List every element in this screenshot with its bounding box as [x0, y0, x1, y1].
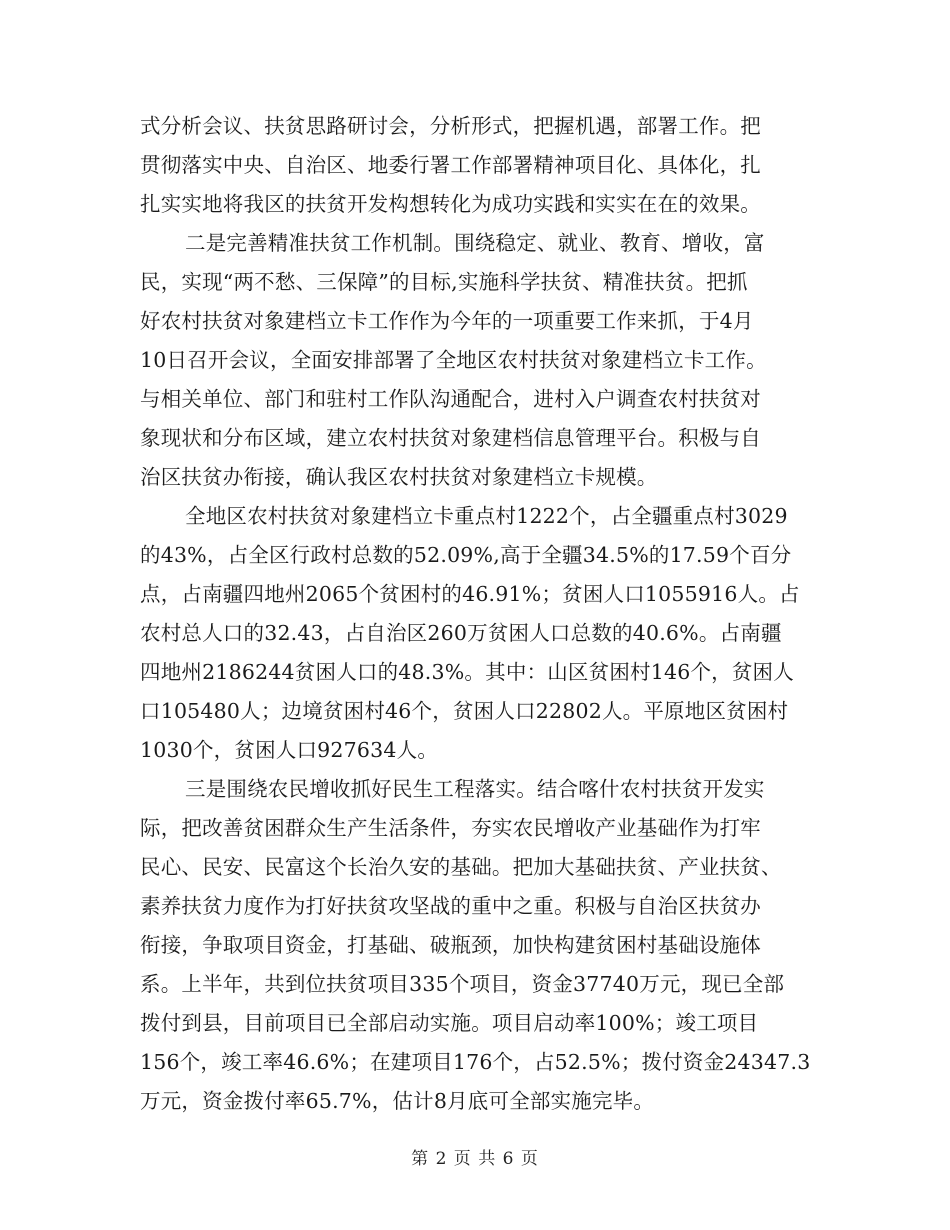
text-line: 点，占南疆四地州2065个贫困村的46.91%；贫困人口1055916人。占	[140, 582, 800, 606]
paragraph-start-line: 二是完善精准扶贫工作机制。围绕稳定、就业、教育、增收，富	[185, 231, 765, 255]
text-line: 际，把改善贫困群众生产生活条件，夯实农民增收产业基础作为打牢	[140, 816, 761, 840]
page-number-footer: 第 2 页 共 6 页	[411, 1149, 539, 1169]
text-line: 治区扶贫办衔接，确认我区农村扶贫对象建档立卡规模。	[140, 465, 658, 489]
text-line: 式分析会议、扶贫思路研讨会，分析形式，把握机遇，部署工作。把	[140, 114, 761, 138]
text-line: 系。上半年，共到位扶贫项目335个项目，资金37740万元，现已全部	[140, 972, 785, 996]
text-line: 农村总人口的32.43，占自治区260万贫困人口总数的40.6%。占南疆	[140, 621, 782, 645]
text-line: 1030个，贫困人口927634人。	[140, 738, 439, 762]
text-line: 10日召开会议，全面安排部署了全地区农村扶贫对象建档立卡工作。	[140, 348, 767, 372]
text-line: 的43%，占全区行政村总数的52.09%,高于全疆34.5%的17.59个百分	[140, 543, 792, 567]
text-line: 素养扶贫力度作为打好扶贫攻坚战的重中之重。积极与自治区扶贫办	[140, 894, 761, 918]
text-line: 扎实实地将我区的扶贫开发构想转化为成功实践和实实在在的效果。	[140, 192, 761, 216]
text-line: 好农村扶贫对象建档立卡工作作为今年的一项重要工作来抓，于4月	[140, 309, 754, 333]
text-line: 贯彻落实中央、自治区、地委行署工作部署精神项目化、具体化，扎	[140, 153, 761, 177]
paragraph-start-line: 全地区农村扶贫对象建档立卡重点村1222个，占全疆重点村3029	[185, 504, 788, 528]
text-line: 民，实现“两不愁、三保障”的目标,实施科学扶贫、精准扶贫。把抓	[140, 270, 748, 294]
paragraph-start-line: 三是围绕农民增收抓好民生工程落实。结合喀什农村扶贫开发实	[185, 777, 765, 801]
text-line: 与相关单位、部门和驻村工作队沟通配合，进村入户调查农村扶贫对	[140, 387, 761, 411]
text-line: 万元，资金拨付率65.7%，估计8月底可全部实施完毕。	[140, 1089, 655, 1113]
text-line: 象现状和分布区域，建立农村扶贫对象建档信息管理平台。积极与自	[140, 426, 761, 450]
text-line: 衔接，争取项目资金，打基础、破瓶颈，加快构建贫困村基础设施体	[140, 933, 761, 957]
text-line: 民心、民安、民富这个长治久安的基础。把加大基础扶贫、产业扶贫、	[140, 855, 782, 879]
text-line: 156个，竣工率46.6%；在建项目176个，占52.5%；拨付资金24347.3	[140, 1050, 811, 1074]
text-line: 四地州2186244贫困人口的48.3%。其中：山区贫困村146个，贫困人	[140, 660, 794, 684]
text-line: 拨付到县，目前项目已全部启动实施。项目启动率100%；竣工项目	[140, 1011, 759, 1035]
text-line: 口105480人；边境贫困村46个，贫困人口22802人。平原地区贫困村	[140, 699, 789, 723]
